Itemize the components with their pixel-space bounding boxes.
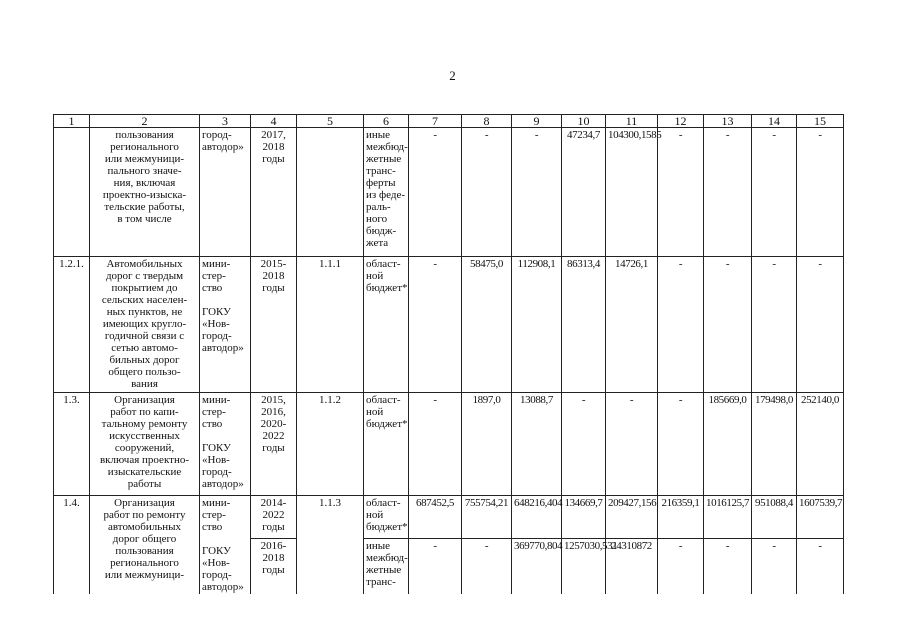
value-cell: 209427,156 [606, 496, 658, 539]
row-number: 1.3. [54, 393, 90, 496]
value-cell: - [704, 539, 752, 594]
value-cell: 14726,1 [606, 257, 658, 393]
value-cell: - [752, 539, 797, 594]
text-line: ной [366, 509, 384, 521]
text-line: 2017, [261, 129, 286, 141]
value-cell: 185669,0 [704, 393, 752, 496]
funding-source [364, 128, 409, 257]
column-header: 7 [409, 115, 462, 128]
value-cell: - [658, 257, 704, 393]
text-line: Организация [114, 394, 175, 406]
text-line: 2014- [260, 497, 287, 509]
text-line: жета [366, 237, 389, 249]
text-line: иные [366, 540, 391, 553]
text-line: годы [262, 521, 285, 533]
text-line: ния, включая [113, 177, 176, 189]
table-row [54, 257, 844, 393]
period [251, 128, 297, 257]
value-cell: 252140,0 [797, 393, 844, 496]
text-line: ной [366, 406, 384, 418]
text-line: мини- [202, 394, 231, 406]
text-line: тельские работы, [104, 201, 185, 213]
table-row [54, 496, 844, 539]
text-line: автомобильных [108, 521, 181, 533]
text-line: 2015- [260, 258, 287, 270]
text-line: годы [262, 282, 285, 294]
text-line: област- [366, 394, 401, 406]
value-cell: - [658, 393, 704, 496]
text-line: иные [366, 129, 391, 141]
text-line: 2022 [262, 509, 285, 521]
text-line: ГОКУ [202, 306, 231, 318]
text-line: ферты [366, 177, 396, 189]
text-line: транс- [366, 576, 396, 589]
value-cell: - [797, 257, 844, 393]
target-indicator [297, 128, 364, 257]
text-line: регионального [110, 557, 179, 569]
page-number: 2 [449, 68, 456, 83]
column-header: 13 [704, 115, 752, 128]
text-line: 2020- [260, 418, 287, 430]
text-line: жетные [366, 153, 402, 165]
column-header: 1 [54, 115, 90, 128]
text-line: работ по ремонту [103, 509, 186, 521]
text-line: транс- [366, 165, 396, 177]
value-cell: - [462, 128, 512, 257]
text-line: 2016, [261, 406, 286, 418]
text-line: сооружений, [114, 442, 175, 454]
text-line: ных пунктов, не [106, 306, 183, 318]
value-cell: - [797, 128, 844, 257]
column-number-row [54, 115, 844, 128]
text-line: «Нов- [202, 454, 230, 466]
text-line: общего пользо- [108, 366, 181, 378]
text-line: годы [262, 153, 285, 165]
text-line: межбюд- [366, 552, 408, 565]
measure-name [90, 393, 200, 496]
target-indicator: 1.1.3 [297, 496, 364, 595]
text-line: ного [366, 213, 388, 225]
text-line: работы [127, 478, 162, 490]
value-cell: - [562, 393, 606, 496]
value-cell: 216359,1 [658, 496, 704, 539]
period [251, 496, 297, 539]
text-line: ство [202, 282, 223, 294]
value-cell: - [752, 128, 797, 257]
text-line: автодор» [202, 581, 244, 593]
text-line: годичной связи с [104, 330, 185, 342]
column-header: 2 [90, 115, 200, 128]
text-line: искусственных [109, 430, 180, 442]
column-header: 6 [364, 115, 409, 128]
text-line: 2015, [261, 394, 286, 406]
value-cell: 687452,5 [409, 496, 462, 539]
text-line: годы [262, 564, 285, 577]
value-cell: 1016125,7 [704, 496, 752, 539]
text-line: пального значе- [107, 165, 182, 177]
value-cell: 24310872 [606, 539, 658, 594]
text-line: или межмуници- [104, 569, 185, 581]
text-line: тальному ремонту [101, 418, 188, 430]
table-row [54, 393, 844, 496]
value-cell: 755754,21 [462, 496, 512, 539]
text-line: имеющих кругло- [102, 318, 187, 330]
value-cell: 13088,7 [512, 393, 562, 496]
measure-name [90, 257, 200, 393]
text-line: или межмуници- [104, 153, 185, 165]
text-line: стер- [202, 270, 226, 282]
target-indicator: 1.1.1 [297, 257, 364, 393]
text-line: 2018 [262, 270, 285, 282]
text-line: работ по капи- [110, 406, 179, 418]
value-cell: 58475,0 [462, 257, 512, 393]
text-line: 2022 [262, 430, 285, 442]
text-line: Автомобильных [106, 258, 183, 270]
funding-source [364, 393, 409, 496]
value-cell: - [462, 539, 512, 594]
text-line: пользования [115, 545, 174, 557]
text-line: город- [202, 569, 232, 581]
text-line: област- [366, 258, 401, 270]
text-line: сетью автомо- [111, 342, 178, 354]
value-cell: 112908,1 [512, 257, 562, 393]
value-cell: 134669,7 [562, 496, 606, 539]
text-line: автодор» [202, 478, 244, 490]
funding-source [364, 539, 409, 594]
text-line: бюдж- [366, 225, 397, 237]
value-cell: - [704, 257, 752, 393]
text-line: ной [366, 270, 384, 282]
text-line: «Нов- [202, 318, 230, 330]
program-table [53, 114, 844, 594]
text-line: 2018 [262, 141, 285, 153]
target-indicator: 1.1.2 [297, 393, 364, 496]
text-line: автодор» [202, 141, 244, 153]
value-cell: - [512, 128, 562, 257]
executor [200, 128, 251, 257]
text-line: ство [202, 521, 223, 533]
funding-source [364, 496, 409, 539]
period [251, 539, 297, 594]
row-number: 1.2.1. [54, 257, 90, 393]
text-line: из феде- [366, 189, 405, 201]
value-cell: - [658, 539, 704, 594]
column-header: 5 [297, 115, 364, 128]
text-line: мини- [202, 497, 231, 509]
executor [200, 257, 251, 393]
text-line: регионального [110, 141, 179, 153]
text-line: включая проектно- [99, 454, 189, 466]
text-line: стер- [202, 406, 226, 418]
column-header: 15 [797, 115, 844, 128]
text-line: 2016- [260, 540, 287, 553]
text-line: проектно-изыска- [102, 189, 187, 201]
value-cell: 1607539,7 [797, 496, 844, 539]
funding-source [364, 257, 409, 393]
value-cell: 104300,1585 [606, 128, 658, 257]
text-line: покрытием до [111, 282, 178, 294]
text-line: бильных дорог [109, 354, 180, 366]
value-cell: 648216,404 [512, 496, 562, 539]
text-line: изыскательские [107, 466, 182, 478]
text-line: Организация [114, 497, 175, 509]
value-cell: - [752, 257, 797, 393]
text-line: «Нов- [202, 557, 230, 569]
text-line: стер- [202, 509, 226, 521]
text-line: город- [202, 330, 232, 342]
text-line: город- [202, 129, 232, 141]
measure-name [90, 128, 200, 257]
executor [200, 393, 251, 496]
executor [200, 496, 251, 595]
value-cell: 179498,0 [752, 393, 797, 496]
measure-name [90, 496, 200, 595]
value-cell: - [658, 128, 704, 257]
text-line: межбюд- [366, 141, 408, 153]
table-row [54, 128, 844, 257]
value-cell: - [409, 128, 462, 257]
row-number: 1.4. [54, 496, 90, 595]
text-line: жетные [366, 564, 402, 577]
text-line: бюджет* [366, 282, 408, 294]
column-header: 10 [562, 115, 606, 128]
value-cell: - [797, 539, 844, 594]
text-line: дорог с твердым [105, 270, 184, 282]
value-cell: - [409, 257, 462, 393]
value-cell: 1897,0 [462, 393, 512, 496]
text-line: раль- [366, 201, 391, 213]
column-header: 3 [200, 115, 251, 128]
text-line: ГОКУ [202, 442, 231, 454]
text-line: бюджет* [366, 418, 408, 430]
text-line [202, 533, 248, 545]
value-cell: - [606, 393, 658, 496]
text-line: ГОКУ [202, 545, 231, 557]
period [251, 393, 297, 496]
text-line: дорог общего [112, 533, 177, 545]
value-cell: 1257030,531 [562, 539, 606, 594]
text-line: автодор» [202, 342, 244, 354]
text-line: бюджет* [366, 521, 408, 533]
column-header: 12 [658, 115, 704, 128]
value-cell: 951088,4 [752, 496, 797, 539]
value-cell: - [704, 128, 752, 257]
column-header: 11 [606, 115, 658, 128]
text-line: в том числе [117, 213, 172, 225]
text-line: област- [366, 497, 401, 509]
column-header: 9 [512, 115, 562, 128]
value-cell: - [409, 393, 462, 496]
column-header: 4 [251, 115, 297, 128]
value-cell: 369770,804 [512, 539, 562, 594]
value-cell: - [409, 539, 462, 594]
text-line: сельских населен- [101, 294, 188, 306]
value-cell: 47234,7 [562, 128, 606, 257]
period [251, 257, 297, 393]
value-cell: 86313,4 [562, 257, 606, 393]
text-line: пользования [115, 129, 174, 141]
text-line [202, 294, 248, 306]
column-header: 14 [752, 115, 797, 128]
text-line [202, 430, 248, 442]
text-line: вания [131, 378, 158, 390]
text-line: мини- [202, 258, 231, 270]
text-line: 2018 [262, 552, 285, 565]
column-header: 8 [462, 115, 512, 128]
text-line: город- [202, 466, 232, 478]
row-number [54, 128, 90, 257]
text-line: ство [202, 418, 223, 430]
text-line: годы [262, 442, 285, 454]
